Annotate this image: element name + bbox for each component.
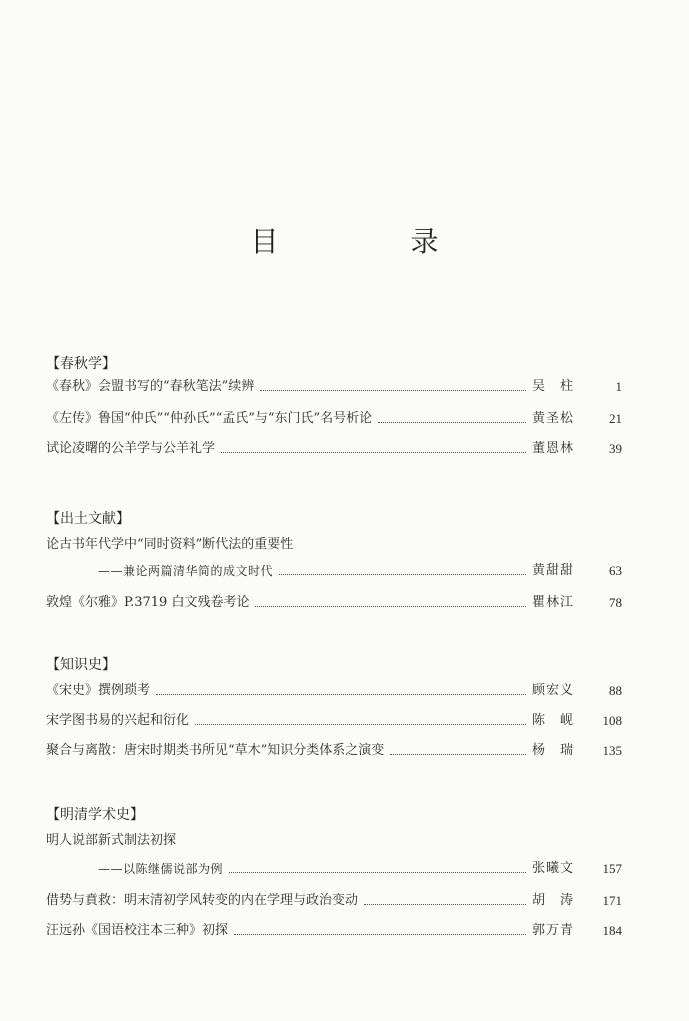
entry-author: 董恩林 (532, 441, 575, 456)
leader-dots (156, 694, 526, 695)
leader-dots (255, 606, 526, 607)
entry-page: 39 (609, 441, 622, 456)
section-heading-zhishi: 【知识史】 (46, 657, 116, 673)
entry-page: 135 (602, 743, 622, 758)
entry-title: 聚合与离散：唐宋时期类书所见“草木”知识分类体系之演变 (46, 743, 385, 758)
leader-dots (378, 422, 526, 423)
leader-dots (234, 934, 526, 935)
entry-title: 试论凌曙的公羊学与公羊礼学 (46, 441, 216, 456)
leader-dots (279, 574, 526, 575)
toc-entry[interactable] (46, 534, 622, 554)
entry-page: 88 (609, 683, 622, 698)
entry-subtitle: ——兼论两篇清华简的成文时代 (98, 564, 274, 578)
entry-page: 108 (602, 713, 622, 728)
entry-author: 吴 柱 (532, 379, 575, 394)
toc-entry[interactable] (46, 830, 622, 850)
entry-author: 陈 岘 (532, 713, 575, 728)
entry-title: 《春秋》会盟书写的“春秋笔法”续辨 (46, 379, 255, 394)
entry-page: 63 (609, 563, 622, 578)
toc-entry[interactable] (46, 858, 622, 878)
entry-author: 黄甜甜 (532, 563, 575, 578)
entry-author: 黄圣松 (532, 411, 575, 426)
toc-entry[interactable] (46, 680, 622, 700)
leader-dots (390, 754, 526, 755)
toc-entry[interactable] (46, 560, 622, 580)
entry-title: 汪远孙《国语校注本三种》初探 (46, 923, 229, 938)
toc-entry[interactable] (46, 438, 622, 458)
entry-author: 胡 涛 (532, 893, 575, 908)
leader-dots (229, 872, 526, 873)
toc-entry[interactable] (46, 740, 622, 760)
section-heading-chutu: 【出土文献】 (46, 511, 130, 527)
entry-title: 论古书年代学中“同时资料”断代法的重要性 (46, 537, 294, 552)
entry-author: 瞿林江 (532, 595, 575, 610)
entry-page: 184 (602, 923, 622, 938)
page-title: 目 录 (250, 225, 491, 258)
toc-entry[interactable] (46, 408, 622, 428)
entry-title: 明人说部新式制法初探 (46, 833, 177, 848)
entry-title: 敦煌《尔雅》P.3719 白文残卷考论 (46, 595, 250, 610)
section-heading-chunqiu: 【春秋学】 (46, 356, 116, 372)
toc-entry[interactable] (46, 376, 622, 396)
entry-author: 顾宏义 (532, 683, 575, 698)
entry-page: 171 (602, 893, 622, 908)
entry-page: 157 (602, 861, 622, 876)
leader-dots (260, 390, 526, 391)
entry-title: 《左传》鲁国“仲氏”“仲孙氏”“孟氏”与“东门氏”名号析论 (46, 411, 373, 426)
entry-author: 郭万青 (532, 923, 575, 938)
section-heading-mingqing: 【明清学术史】 (46, 807, 144, 823)
entry-author: 杨 瑞 (532, 743, 575, 758)
leader-dots (221, 452, 526, 453)
toc-entry[interactable] (46, 920, 622, 940)
toc-entry[interactable] (46, 592, 622, 612)
leader-dots (364, 904, 526, 905)
entry-page: 21 (609, 411, 622, 426)
entry-page: 78 (609, 595, 622, 610)
entry-title: 宋学图书易的兴起和衍化 (46, 713, 190, 728)
entry-title: 《宋史》撰例琐考 (46, 683, 151, 698)
entry-title: 借势与賁救：明末清初学风转变的内在学理与政治变动 (46, 893, 359, 908)
entry-subtitle: ——以陈继儒说部为例 (98, 862, 224, 876)
leader-dots (195, 724, 526, 725)
toc-entry[interactable] (46, 890, 622, 910)
toc-entry[interactable] (46, 710, 622, 730)
entry-page: 1 (615, 379, 622, 394)
entry-author: 张曦文 (532, 861, 575, 876)
